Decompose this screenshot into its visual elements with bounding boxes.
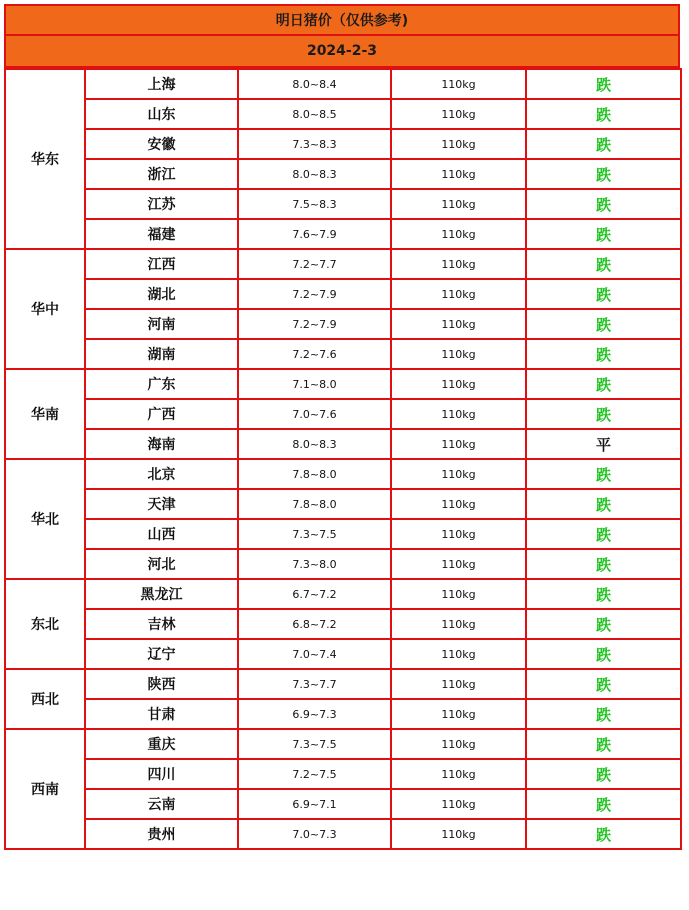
trend-cell: 跌: [526, 699, 681, 729]
trend-cell: 跌: [526, 99, 681, 129]
trend-cell: 跌: [526, 789, 681, 819]
table-row: [5, 189, 681, 219]
region-cell: 华南: [5, 369, 85, 459]
price-cell: 8.0~8.3: [238, 429, 391, 459]
trend-cell: 跌: [526, 69, 681, 99]
province-cell: 福建: [85, 219, 238, 249]
trend-cell: 跌: [526, 399, 681, 429]
weight-cell: 110kg: [391, 369, 526, 399]
table-row: [5, 609, 681, 639]
region-cell: 华北: [5, 459, 85, 579]
table-row: [5, 159, 681, 189]
trend-cell: 跌: [526, 639, 681, 669]
weight-cell: 110kg: [391, 789, 526, 819]
province-cell: 吉林: [85, 609, 238, 639]
province-cell: 湖北: [85, 279, 238, 309]
province-cell: 陕西: [85, 669, 238, 699]
price-cell: 6.9~7.3: [238, 699, 391, 729]
page-title: 明日猪价（仅供参考): [4, 4, 680, 36]
trend-cell: 跌: [526, 819, 681, 849]
province-cell: 上海: [85, 69, 238, 99]
province-cell: 山西: [85, 519, 238, 549]
weight-cell: 110kg: [391, 429, 526, 459]
weight-cell: 110kg: [391, 639, 526, 669]
weight-cell: 110kg: [391, 549, 526, 579]
table-row: [5, 759, 681, 789]
weight-cell: 110kg: [391, 489, 526, 519]
weight-cell: 110kg: [391, 399, 526, 429]
price-cell: 7.5~8.3: [238, 189, 391, 219]
province-cell: 黑龙江: [85, 579, 238, 609]
table-row: [5, 489, 681, 519]
province-cell: 贵州: [85, 819, 238, 849]
table-row: [5, 99, 681, 129]
trend-cell: 跌: [526, 549, 681, 579]
table-row: [5, 579, 681, 609]
trend-cell: 跌: [526, 219, 681, 249]
province-cell: 甘肃: [85, 699, 238, 729]
trend-cell: 跌: [526, 129, 681, 159]
table-row: [5, 639, 681, 669]
price-cell: 8.0~8.3: [238, 159, 391, 189]
price-cell: 7.3~8.0: [238, 549, 391, 579]
price-cell: 7.0~7.3: [238, 819, 391, 849]
region-cell: 华中: [5, 249, 85, 369]
trend-cell: 跌: [526, 609, 681, 639]
price-cell: 7.2~7.7: [238, 249, 391, 279]
table-row: [5, 519, 681, 549]
table-row: [5, 729, 681, 759]
price-cell: 7.2~7.9: [238, 279, 391, 309]
table-row: [5, 129, 681, 159]
trend-cell: 跌: [526, 249, 681, 279]
weight-cell: 110kg: [391, 519, 526, 549]
trend-cell: 跌: [526, 369, 681, 399]
table-row: [5, 279, 681, 309]
region-cell: 东北: [5, 579, 85, 669]
weight-cell: 110kg: [391, 189, 526, 219]
table-row: [5, 459, 681, 489]
region-cell: 西北: [5, 669, 85, 729]
table-row: [5, 369, 681, 399]
province-cell: 云南: [85, 789, 238, 819]
table-row: [5, 339, 681, 369]
province-cell: 重庆: [85, 729, 238, 759]
province-cell: 河北: [85, 549, 238, 579]
province-cell: 辽宁: [85, 639, 238, 669]
province-cell: 河南: [85, 309, 238, 339]
weight-cell: 110kg: [391, 669, 526, 699]
table-row: [5, 399, 681, 429]
price-table-body: [5, 69, 681, 849]
table-row: [5, 669, 681, 699]
province-cell: 天津: [85, 489, 238, 519]
price-cell: 7.1~8.0: [238, 369, 391, 399]
province-cell: 广东: [85, 369, 238, 399]
weight-cell: 110kg: [391, 129, 526, 159]
price-cell: 7.3~7.7: [238, 669, 391, 699]
price-cell: 7.2~7.5: [238, 759, 391, 789]
table-row: [5, 309, 681, 339]
price-cell: 6.9~7.1: [238, 789, 391, 819]
table-row: [5, 699, 681, 729]
price-cell: 7.2~7.9: [238, 309, 391, 339]
region-cell: 华东: [5, 69, 85, 249]
table-row: [5, 249, 681, 279]
weight-cell: 110kg: [391, 279, 526, 309]
province-cell: 安徽: [85, 129, 238, 159]
pig-price-sheet: [4, 4, 680, 850]
price-cell: 6.7~7.2: [238, 579, 391, 609]
trend-cell: 跌: [526, 489, 681, 519]
province-cell: 广西: [85, 399, 238, 429]
weight-cell: 110kg: [391, 459, 526, 489]
table-row: [5, 69, 681, 99]
weight-cell: 110kg: [391, 819, 526, 849]
weight-cell: 110kg: [391, 69, 526, 99]
province-cell: 江苏: [85, 189, 238, 219]
weight-cell: 110kg: [391, 729, 526, 759]
trend-cell: 跌: [526, 759, 681, 789]
price-cell: 7.2~7.6: [238, 339, 391, 369]
weight-cell: 110kg: [391, 159, 526, 189]
price-table: [4, 68, 682, 850]
weight-cell: 110kg: [391, 579, 526, 609]
weight-cell: 110kg: [391, 309, 526, 339]
weight-cell: 110kg: [391, 609, 526, 639]
province-cell: 山东: [85, 99, 238, 129]
table-row: [5, 789, 681, 819]
price-cell: 7.3~8.3: [238, 129, 391, 159]
trend-cell: 跌: [526, 519, 681, 549]
table-row: [5, 429, 681, 459]
price-cell: 6.8~7.2: [238, 609, 391, 639]
province-cell: 江西: [85, 249, 238, 279]
table-row: [5, 219, 681, 249]
weight-cell: 110kg: [391, 219, 526, 249]
province-cell: 浙江: [85, 159, 238, 189]
province-cell: 四川: [85, 759, 238, 789]
price-cell: 7.3~7.5: [238, 519, 391, 549]
trend-cell: 平: [526, 429, 681, 459]
trend-cell: 跌: [526, 159, 681, 189]
province-cell: 北京: [85, 459, 238, 489]
province-cell: 湖南: [85, 339, 238, 369]
price-cell: 7.0~7.6: [238, 399, 391, 429]
price-cell: 7.3~7.5: [238, 729, 391, 759]
weight-cell: 110kg: [391, 759, 526, 789]
weight-cell: 110kg: [391, 699, 526, 729]
trend-cell: 跌: [526, 579, 681, 609]
trend-cell: 跌: [526, 309, 681, 339]
price-cell: 7.0~7.4: [238, 639, 391, 669]
price-cell: 7.8~8.0: [238, 489, 391, 519]
weight-cell: 110kg: [391, 339, 526, 369]
trend-cell: 跌: [526, 279, 681, 309]
price-cell: 8.0~8.4: [238, 69, 391, 99]
price-cell: 7.8~8.0: [238, 459, 391, 489]
trend-cell: 跌: [526, 189, 681, 219]
trend-cell: 跌: [526, 729, 681, 759]
date-header: 2024-2-3: [4, 36, 680, 68]
province-cell: 海南: [85, 429, 238, 459]
trend-cell: 跌: [526, 339, 681, 369]
weight-cell: 110kg: [391, 249, 526, 279]
price-cell: 7.6~7.9: [238, 219, 391, 249]
trend-cell: 跌: [526, 669, 681, 699]
trend-cell: 跌: [526, 459, 681, 489]
price-cell: 8.0~8.5: [238, 99, 391, 129]
table-row: [5, 549, 681, 579]
region-cell: 西南: [5, 729, 85, 849]
weight-cell: 110kg: [391, 99, 526, 129]
table-row: [5, 819, 681, 849]
